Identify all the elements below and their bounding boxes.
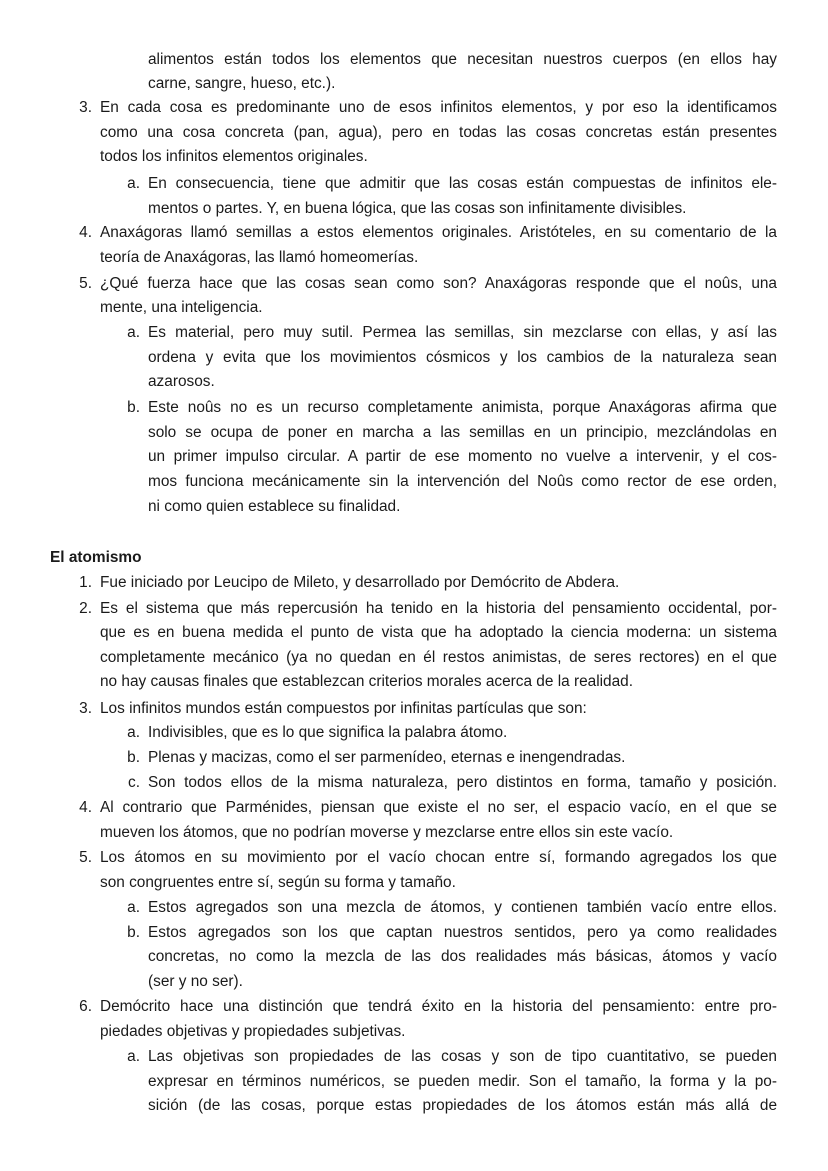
text-line: Anaxágoras llamó semillas a estos elementos originales. Aristóteles, en su comentario de la: [100, 224, 777, 241]
text-line: no hay causas finales que establezcan criterios morales acerca de la realidad.: [100, 673, 633, 690]
text-line: azarosos.: [148, 373, 215, 390]
text-line: completamente mecánico (ya no quedan en él restos animistas, de seres rectores) en el que: [100, 649, 777, 666]
text-line: En cada cosa es predominante uno de esos infinitos elementos, y por eso la identificamos: [100, 99, 777, 116]
text-line: Estos agregados son una mezcla de átomos, y contienen también vacío entre ellos.: [148, 899, 777, 916]
list-marker: a.: [127, 899, 140, 916]
text-line: solo se ocupa de poner en marcha a las semillas en un principio, mezclándolas en: [148, 424, 777, 441]
text-line: Este noûs no es un recurso completamente animista, porque Anaxágoras afirma que: [148, 399, 777, 416]
text-line: Son todos ellos de la misma naturaleza, pero distintos en forma, tamaño y posición.: [148, 774, 777, 791]
text-line: ni como quien establece su finalidad.: [148, 498, 401, 515]
list-marker: 5.: [79, 849, 92, 866]
text-line: Al contrario que Parménides, piensan que existe el no ser, el espacio vacío, en el que se: [100, 799, 777, 816]
text-line: todos los infinitos elementos originales.: [100, 148, 368, 165]
text-line: piedades objetivas y propiedades subjetivas.: [100, 1023, 406, 1040]
text-line: Indivisibles, que es lo que significa la palabra átomo.: [148, 724, 508, 741]
text-line: como una cosa concreta (pan, agua), pero en todas las cosas concretas están presentes: [100, 124, 777, 141]
list-marker: 4.: [79, 799, 92, 816]
list-marker: a.: [127, 724, 140, 741]
text-line: mente, una inteligencia.: [100, 299, 263, 316]
text-line: son congruentes entre sí, según su forma y tamaño.: [100, 874, 456, 891]
text-line: Los átomos en su movimiento por el vacío chocan entre sí, formando agregados los que: [100, 849, 777, 866]
list-marker: b.: [127, 749, 140, 766]
text-line: alimentos están todos los elementos que necesitan nuestros cuerpos (en ellos hay: [148, 51, 777, 68]
text-line: Las objetivas son propiedades de las cosas y son de tipo cuantitativo, se pueden: [148, 1048, 777, 1065]
list-marker: b.: [127, 924, 140, 941]
text-line: Es material, pero muy sutil. Permea las semillas, sin mezclarse con ellas, y así las: [148, 324, 777, 341]
text-line: mentos o partes. Y, en buena lógica, que las cosas son infinitamente divisibles.: [148, 200, 687, 217]
list-marker: 5.: [79, 275, 92, 292]
list-marker: 4.: [79, 224, 92, 241]
text-line: Es el sistema que más repercusión ha tenido en la historia del pensamiento occidental, por-: [100, 600, 777, 617]
text-line: un primer impulso circular. A partir de ese momento no vuelve a intervenir, y el cos-: [148, 448, 777, 465]
text-line: concretas, no como la mezcla de las dos realidades más básicas, átomos y vacío: [148, 948, 777, 965]
text-line: ordena y evita que los movimientos cósmicos y los cambios de la naturaleza sean: [148, 349, 777, 366]
text-line: Los infinitos mundos están compuestos por infinitas partículas que son:: [100, 700, 587, 717]
list-marker: c.: [128, 774, 140, 791]
text-line: Demócrito hace una distinción que tendrá éxito en la historia del pensamiento: entre pro-: [100, 998, 777, 1015]
list-marker: b.: [127, 399, 140, 416]
text-line: carne, sangre, hueso, etc.).: [148, 75, 336, 92]
list-marker: a.: [127, 324, 140, 341]
text-line: que es en buena medida el punto de vista que ha adoptado la ciencia moderna: un sistema: [100, 624, 777, 641]
section-heading: El atomismo: [50, 549, 142, 566]
list-marker: a.: [127, 175, 140, 192]
list-marker: 3.: [79, 700, 92, 717]
text-line: Estos agregados son los que captan nuestros sentidos, pero ya como realidades: [148, 924, 777, 941]
list-marker: 3.: [79, 99, 92, 116]
text-line: Fue iniciado por Leucipo de Mileto, y desarrollado por Demócrito de Abdera.: [100, 574, 620, 591]
list-marker: 6.: [79, 998, 92, 1015]
text-line: sición (de las cosas, porque estas propiedades de los átomos están más allá de: [148, 1097, 777, 1114]
text-line: expresar en términos numéricos, se pueden medir. Son el tamaño, la forma y la po-: [148, 1073, 777, 1090]
text-line: En consecuencia, tiene que admitir que las cosas están compuestas de infinitos ele-: [148, 175, 777, 192]
text-line: mueven los átomos, que no podrían moverse y mezclarse entre ellos sin este vacío.: [100, 824, 674, 841]
list-marker: 1.: [79, 574, 92, 591]
list-marker: a.: [127, 1048, 140, 1065]
text-line: mos funciona mecánicamente sin la intervención del Noûs como rector de ese orden,: [148, 473, 777, 490]
text-line: ¿Qué fuerza hace que las cosas sean como son? Anaxágoras responde que el noûs, una: [100, 275, 777, 292]
text-line: (ser y no ser).: [148, 973, 243, 990]
text-line: Plenas y macizas, como el ser parmenídeo, eternas e inengendradas.: [148, 749, 626, 766]
list-marker: 2.: [79, 600, 92, 617]
text-line: teoría de Anaxágoras, las llamó homeomerías.: [100, 249, 419, 266]
